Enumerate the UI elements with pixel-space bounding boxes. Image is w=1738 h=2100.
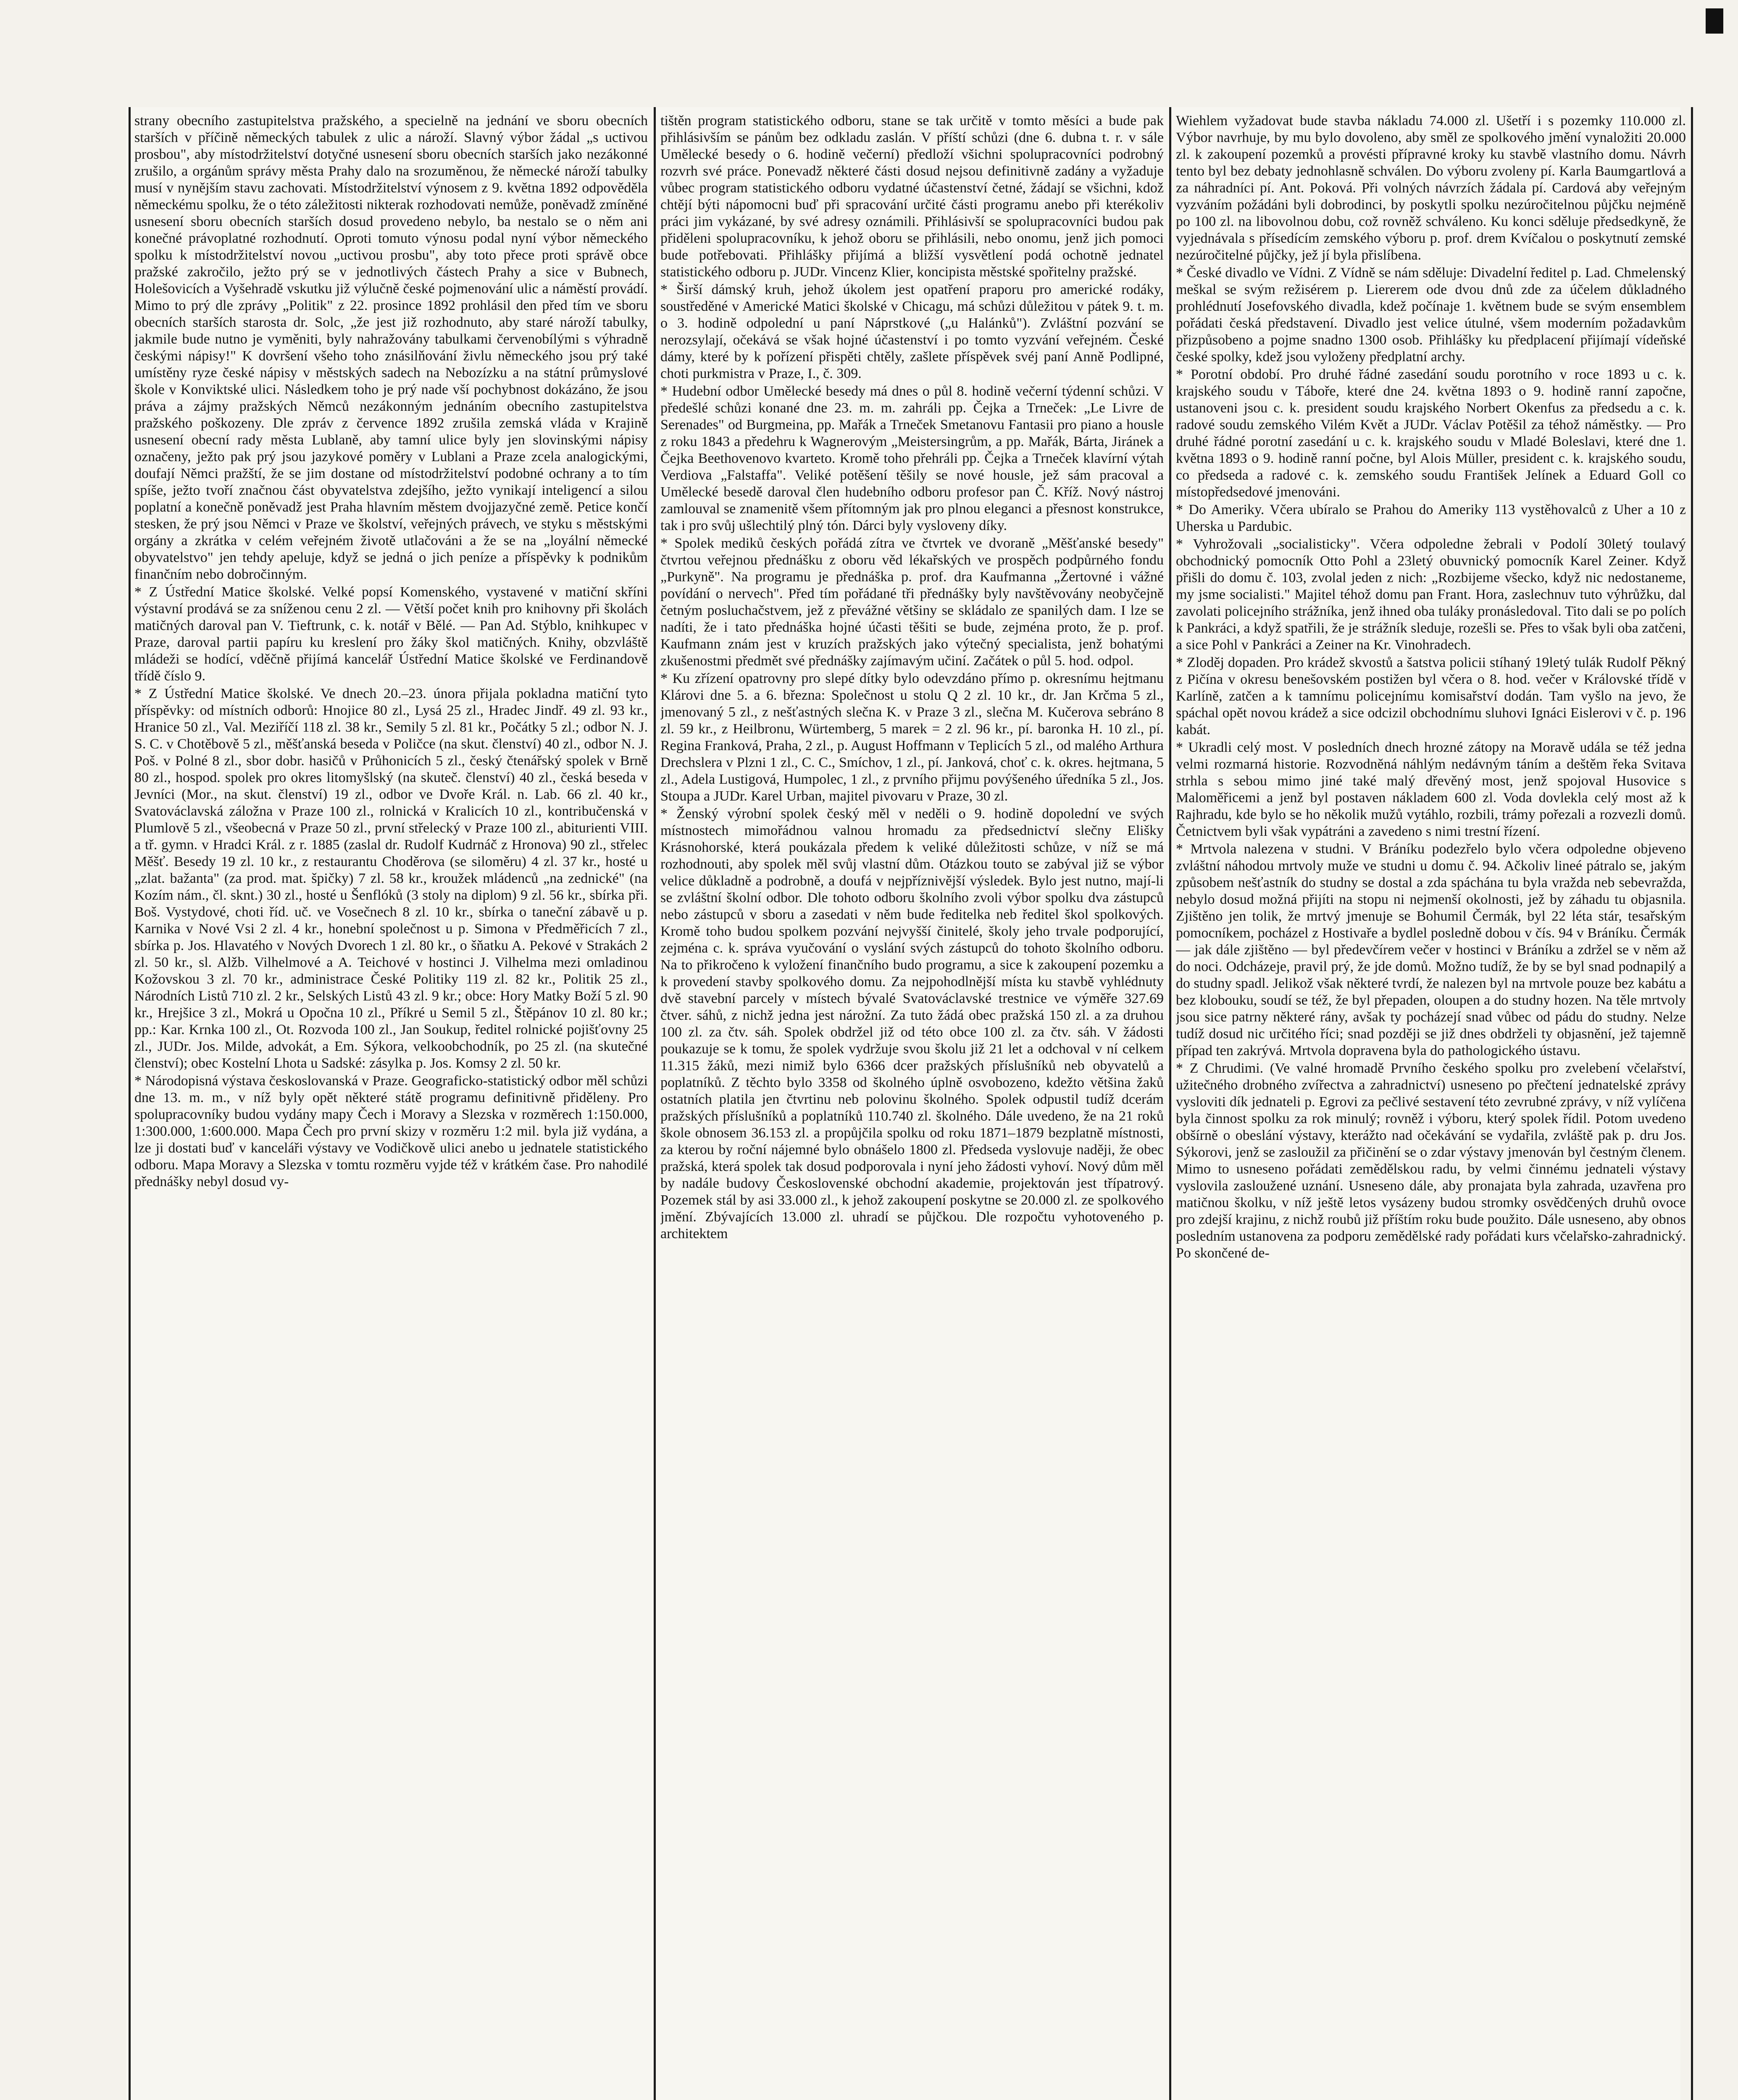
paragraph: * Z Chrudimi. (Ve valné hromadě Prvního českého spolku pro zvelebení včelařství, užitečného drobného zvířectva a zahradnictví) usneseno po přečtení jednatelské zprávy vysloviti dík jednateli p. Egrovi za pečlivé sestavení této zevrubné zprávy, v níž vylíčena byla činnost spolku za rok minulý; rovněž i výboru, který spolek řídil. Potom uvedeno obšírně o obeslání výstavy, kterážto nad očekávání se vydařila, zvláště pak p. dru Jos. Sýkorovi, jenž se zasloužil za přičinění se o zdar výstavy jmenován byl čestným členem. Mimo to usneseno pořádati zemědělskou radu, by velmi činnému jednateli výstavy vyslovila zasloužené uznání. Usneseno dále, aby pronajata byla zahrada, uzavřena pro matičnou školku, v níž ještě letos vysázeny budou stromky osvědčených druhů ovoce pro zdejší krajinu, z nichž roubů již příštím roku bude použito. Dále usneseno, aby obnos posledním ustanovena za podporu zemědělské rady pořádati kurs včelařsko-zahradnický. Po skončené de- xyxy=(1176,1060,1686,1261)
paragraph: * Hudební odbor Umělecké besedy má dnes o půl 8. hodině večerní týdenní schůzi. V předešlé schůzi konané dne 23. m. m. zahráli pp. Čejka a Trneček: „Le Livre de Serenades" od Burgmeina, pp. Mařák a Trneček Smetanovu Fantasii pro piano a housle z roku 1843 a předehru k Wagnerovým „Meistersingrům, a pp. Mařák, Bárta, Jiránek a Čejka Beethovenovo kvarteto. Kromě toho přehráli pp. Čejka a Trneček klavírní výtah Verdiova „Falstaffa". Veliké potěšení těšily se nové housle, jež sám pracoval a Umělecké besedě daroval člen hudebního odboru profesor pan Č. Kříž. Nový nástroj zamlouval se znamenitě všem přítomným jak pro plnou eleganci a přesnost konstrukce, tak i pro svůj ušlechtilý plný tón. Dárci byly vysloveny díky. xyxy=(660,383,1164,533)
column-3 xyxy=(1176,113,1686,2100)
paragraph: * Z Ústřední Matice školské. Velké popsí Komenského, vystavené v matiční skříni výstavní prodává se za sníženou cenu 2 zl. — Větší počet knih pro knihovny při školách matičných daroval pan V. Tieftrunk, c. k. notář v Bělé. — Pan Ad. Stýblo, knihkupec v Praze, daroval partii papíru ku kreslení pro žáky škol matičných. Knihy, obzvláště mládeži se hodící, vděčně přijímá kancelář Ústřední Matice školské ve Ferdinandově třídě číslo 9. xyxy=(134,584,648,684)
paragraph: * Porotní období. Pro druhé řádné zasedání soudu porotního v roce 1893 u c. k. krajského soudu v Táboře, které dne 24. května 1893 o 9. hodině ranní započne, ustanoveni jsou c. k. president soudu krajského Norbert Okenfus za předsedu a c. k. radové soudu zemského Vilém Květ a JUDr. Václav Potěšil za téhož náměstky. — Pro druhé řádné porotní zasedání u c. k. krajského soudu v Mladé Boleslavi, které dne 1. května 1893 o 9. hodině ranní počne, byl Alois Müller, president c. k. krajského soudu, co předseda a radové c. k. zemského soudu František Jelínek a Eduard Goll co místopředsedové jmenováni. xyxy=(1176,367,1686,500)
paragraph: tištěn program statistického odboru, stane se tak určitě v tomto měsíci a bude pak přihlásivším se pánům bez odkladu zaslán. V příští schůzi (dne 6. dubna t. r. v sále Umělecké besedy o 6. hodině večerní) předloží všichni spolupracovníci podrobný rozvrh své práce. Ponevadž některé části dosud nejsou definitivně zadány a vyžaduje vůbec program statistického odboru vydatné účastenství četné, žádají se všichni, kdož chtějí býti nápomocni buď při spracování určité části programu anebo při kterékoliv práci jim vykázané, by své adresy oznámili. Přihlásivší se spolupracovníci budou pak přiděleni spolupracovníku, k jehož oboru se přihlásili, nebo onomu, jenž jich pomoci bude potřebovati. Přihlášky přijímá a bližší vysvětlení podá ochotně jednatel statistického odboru p. JUDr. Vincenz Klier, koncipista městské spořitelny pražské. xyxy=(660,113,1164,280)
right-margin-rule xyxy=(1691,107,1693,2100)
paragraph: * Mrtvola nalezena v studni. V Bráníku podezřelo bylo včera odpoledne objeveno zvláštní náhodou mrtvoly muže ve studni u domu č. 94. Ačkoliv lineé pátralo se, jakým způsobem nešťastník do studny se dostal a zda spáchána tu byla vražda neb sebevražda, nebylo dosud možná přijíti na stopu ni nejmenší okolnosti, jež by záhadu tu objasnila. Zjištěno jen tolik, že mrtvý jmenuje se Bohumil Čermák, byl 22 léta stár, tesařským pomocníkem, pocházel z Hostivaře a bydlel posledně dobou v čís. 94 v Bráníku. Čermák — jak dále zjištěno — byl předevčírem večer v hostinci v Bráníku a zdržel se v něm až do noci. Odcházeje, pravil prý, že jde domů. Možno tudíž, že by se byl snad podnapilý a do studny spadl. Jelikož však některé tvrdí, že nalezen byl na mrtvole pouze bez kabátu a bez klobouku, soudí se též, že byl přepaden, oloupen a do studny hozen. Na těle mrtvoly jsou sice patrny některé rány, avšak ty pocházejí snad vůbec od pádu do studny. Nelze tudíž dosud nic určitého říci; snad později se již dnes obdrželi ty objasnění, jež tajemně případ ten zakrývá. Mrtvola dopravena byla do pathologického ústavu. xyxy=(1176,841,1686,1058)
paragraph: * Do Ameriky. Včera ubíralo se Prahou do Ameriky 113 vystěhovalců z Uher a 10 z Uherska u Pardubic. xyxy=(1176,502,1686,534)
column-rule-1 xyxy=(654,107,656,2100)
paragraph: * Ženský výrobní spolek český měl v neděli o 9. hodině dopolední ve svých místnostech mimořádnou valnou hromadu za předsednictví slečny Elišky Krásnohorské, která poukázala předem k veliké důležitosti schůze, v níž se má rozhodnouti, aby spolek měl svůj vlastní dům. Otázkou touto se zabýval již se výbor velice důkladně a podrobně, a doufá v nejpříznivější výsledek. Bylo jest nutno, mají-li se zvláštní školní odbor. Dle tohoto odboru školního zvoli výbor spolku dva zástupců nebo zástupců v sboru a zasedati v něm bude ředitelka neb ředitel škol spolkových. Kromě toho budou spolkem pozvání nejvyšší činitelé, školy jeho trvale podporující, zejména c. k. správa vyučování o vyslání svých zástupců do tohoto školního odboru. Na to přikročeno k vyložení finančního budo programu, a sice k zakoupení pozemku a k provedení stavby spolkového domu. Za nejpohodlnější místa ku stavbě vyhlédnuty dvě stavební parcely v místech bývalé Svatováclavské trestnice ve výměře 327.69 čtver. sáhů, z nichž jedna jest nárožní. Za tuto žádá obec pražská 150 zl. a za druhou 100 zl. za čtv. sáh. Spolek obdržel již od této obce 100 zl. za čtv. sáh. V žádosti poukazuje se k tomu, že spolek vydržuje svou školu již 21 let a odchoval v ní celkem 11.315 žáků, mezi nimiž bylo 6366 dcer pražských příslušníků neb obyvatelů a poplatníků. Z těchto bylo 3358 od školného úplně osvobozeno, kdežto většina žaků ostatních platila jen čtvrtinu neb polovinu školného. Spolek odpustil tudíž dcerám pražských příslušníků a poplatníků 110.740 zl. školného. Dále uvedeno, že na 21 roků škole obnosem 36.153 zl. a propůjčila spolku od roku 1871–1879 bezplatně místnosti, za kterou by roční nájemné bylo obnášelo 1800 zl. Předseda vyslovuje naději, že obec pražská, která spolek tak dosud podporovala i nyní jeho žádosti vyhoví. Nový dům měl by nadále budovy Československé obchodní akademie, projektován jest třípatrový. Pozemek stál by asi 33.000 zl., k jehož zakoupení poskytne se 20.000 zl. ze spolkového jmění. Zbývajících 13.000 zl. uhradí se půjčkou. Dle rozpočtu vyhotoveného p. architektem xyxy=(660,806,1164,1242)
corner-mark xyxy=(1706,8,1723,34)
paragraph: * Širší dámský kruh, jehož úkolem jest opatření praporu pro americké rodáky, soustředěné v Americké Matici školské v Chicagu, má schůzi důležitou v pátek 9. t. m. o 3. hodině odpolední u paní Náprstkové („u Halánků"). Zvláštní pozvání se nerozsylají, očekává se však hojné účastenství i po tomto vyzvání veřejném. České dámy, které by k pořízení přispěti chtěly, zašlete příspěvek svéj paní Anně Podlipné, choti purkmistra v Praze, I., č. 309. xyxy=(660,282,1164,381)
paragraph: * Národopisná výstava českoslovanská v Praze. Geograficko-statistický odbor měl schůzi dne 13. m. m., v níž byly opět některé státě programu definitivně přiděleny. Pro spolupracovníky budou vydány mapy Čech i Moravy a Slezska v rozměrech 1:150.000, 1:300.000, 1:600.000. Mapa Čech pro první skizy v rozměru 1:2 mil. byla již vydána, a lze ji dostati buď v kanceláři výstavy ve Vodičkově ulici anebo u jednatele statistického odboru. Mapa Moravy a Slezska v tomtu rozměru vyjde též v krátkém čase. Pro nahodilé přednášky nebyl dosud vy- xyxy=(134,1073,648,1189)
paragraph: * České divadlo ve Vídni. Z Vídně se nám sděluje: Divadelní ředitel p. Lad. Chmelenský meškal se svým režisérem p. Liererem ode dvou dnů zde za účelem důkladného prohlédnutí Josefovského divadla, kdež počínaje 1. květnem bude se svým ensemblem pořádati česká představení. Divadlo jest velice útulné, všem moderním požadavkům přizpůsobeno a pojme snadno 1300 osob. Přihlášky ku předplacení přijímají vídeňské české spolky, kdež jsou vyloženy předplatní archy. xyxy=(1176,265,1686,365)
paragraph: Wiehlem vyžadovat bude stavba nákladu 74.000 zl. Ušetří i s pozemky 110.000 zl. Výbor navrhuje, by mu bylo dovoleno, aby směl ze spolkového jmění vynaložiti 20.000 zl. k zakoupení pozemků a provésti přípravné kroky ku stavbě vlastního domu. Návrh tento byl bez debaty jednohlasně schválen. Do výboru zvoleny pí. Karla Baumgartlová a za náhradníci pí. Ant. Poková. Při volných návrzích žádala pí. Cardová aby veřejným vyzváním požádáni byli dobrodinci, by poskytli spolku nezúročitelnou půjčku nejméně po 100 zl. na libovolnou dobu, což rovněž schváleno. Ku konci sděluje předsedkyně, že vyjednávala s přísedícím zemského výboru p. prof. drem Kvíčalou o poskytnutí zemské nezúročitelné půjčky, jež jí byla přislíbena. xyxy=(1176,113,1686,263)
paragraph: strany obecního zastupitelstva pražského, a specielně na jednání ve sboru obecních starších v příčině německých tabulek z ulic a nároží. Slavný výbor žádal „s uctivou prosbou", aby místodržitelství dotyčné usnesení sboru obecních starších jako nezákonné zrušilo, a orgánům správy města Prahy dalo na srozuměnou, že německé nároží tabulky musí v nynějším stavu zachovati. Místodržitelství výnosem z 9. května 1892 odpověděla německému spolku, že o této záležitosti nikterak rozhodovati nemůže, poněvadž zmíněné usnesení sboru obecních starších dosud provedeno nebylo, ba nestalo se o něm ani konečné právoplatné rozhodnutí. Oproti tomuto výnosu podal nyní výbor německého spolku k místodržitelství novou „uctivou prosbu", aby toto přece proti správě obce pražské zakročilo, ježto prý se v jednotlivých částech Prahy a sice v Bubnech, Holešovicích a Vyšehradě vskutku již výlučně české pojmenování ulic a náměstí provádí. Mimo to prý dle zprávy „Politik" z 22. prosince 1892 prohlásil den před tím ve sboru obecních starších starosta dr. Solc, „že jest již rozhodnuto, aby staré nároží tabulky, jakmile bude nutno je vyměniti, byly nahražovány tabulkami červenobílými s výhradně českými nápisy!" K dovršení všeho toho znásilňování živlu německého jsou prý také umístěny ryze české nápisy v městských sadech na Nebozízku a na státní průmyslové škole v Konviktské ulici. Následkem toho je prý nade vší pochybnost dokázáno, že jsou práva a zájmy pražských Němců nezákonným jednáním obecního zastupitelstva pražského poškozeny. Dle zpráv z července 1892 zrušila zemská vláda v Krajině usnesení obecní rady města Lublaně, aby tamní ulice byly jen slovinskými nápisy označeny, ježto pak prý jsou jazykové poměry v Lublani a Praze zcela analogickými, doufají Němci pražští, že se jim dostane od místodržitelství podobné ochrany a to tím spíše, ježto tvoří značnou část obyvatelstva zdejšího, ježto vynikají inteligencí a silou poplatní a konečně poněvadž jest Praha hlavním městem dvojjazyčné země. Petice končí stesken, že prý jsou Němci v Praze ve školství, veřejných právech, ve styku s městskými orgány a zkrátka v celém veřejném životě utlačováni a že se na „loyální německé obyvatelstvo" jen tehdy apeluje, když se jedná o jich peníze a příspěvky k podnikům finančním nebo dobročinným. xyxy=(134,113,648,582)
column-2 xyxy=(660,113,1164,2100)
left-margin-rule xyxy=(129,107,131,2100)
paragraph: * Ku zřízení opatrovny pro slepé dítky bylo odevzdáno přímo p. okresnímu hejtmanu Klárovi dne 5. a 6. března: Společnost u stolu Q 2 zl. 10 kr., dr. Jan Krčma 5 zl., jmenovaný 5 zl., z nešťastných slečna K. v Praze 3 zl., slečna M. Kučerova sebráno 8 zl. 59 kr., z Heilbronu, Würtemberg, 5 marek = 2 zl. 96 kr., pí. baronka H. 10 zl., pí. Regina Franková, Praha, 2 zl., p. August Hoffmann v Teplicích 5 zl., od malého Arthura Drechslera v Plzni 1 zl., C. C., Smíchov, 1 zl., pí. Janková, choť c. k. okres. hejtmana, 5 zl., Adela Lustigová, Humpolec, 1 zl., z prvního přijmu povýšeného úředníka 5 zl., Jos. Stoupa a JUDr. Karel Urban, majitel pivovaru v Praze, 30 zl. xyxy=(660,671,1164,804)
paragraph: * Ukradli celý most. V posledních dnech hrozné zátopy na Moravě udála se též jedna velmi rozmarná historie. Rozvodněná náhlým nedávným táním a deštěm řeka Svitava strhla s sebou mimo jiné také malý dřevěný most, jenž spojoval Husovice s Maloměřicemi a jenž byl postaven nákladem 600 zl. Voda dovlekla celý most až k Rajhradu, kde bylo se ho několik mužů vytáhlo, rozbili, trámy pořezali a rozvezli domů. Četnictvem byli však vypátráni a zavedeno s nimi trestní řízení. xyxy=(1176,740,1686,839)
column-1 xyxy=(134,113,648,2100)
paragraph: * Spolek mediků českých pořádá zítra ve čtvrtek ve dvoraně „Měšťanské besedy" čtvrtou veřejnou přednášku z oboru věd lékařských ve prospěch podpůrného fondu „Purkyně". Na programu je přednáška p. prof. dra Kaufmanna „Žertovné i vážné povídání o nervech". Před tím pořádané tři přednášky byly navštěvovány neobyčejně četným posluchačstvem, jež z převážné většiny se skládalo ze spanilých dam. I lze se nadíti, že i tato přednáška hojné účasti těšiti se bude, zejména proto, že p. prof. Kaufmann znám jest v kruzích pražských jako výtečný specialista, jenž bohatými zkušenostmi předmět své přednášky zajímavým učiní. Začátek o půl 5. hod. odpol. xyxy=(660,536,1164,669)
column-rule-2 xyxy=(1169,107,1171,2100)
paragraph: * Z Ústřední Matice školské. Ve dnech 20.–23. února přijala pokladna matiční tyto příspěvky: od místních odborů: Hnojice 80 zl., Lysá 25 zl., Hradec Jindř. 49 zl. 93 kr., Hranice 50 zl., Val. Meziříčí 118 zl. 38 kr., Semily 5 zl. 81 kr., Počátky 5 zl.; odbor N. J. S. C. v Chotěbově 5 zl., měšťanská beseda v Poličce (na skut. členství) 40 zl., odbor N. J. Poš. v Polné 8 zl., sbor dobr. hasičů v Průhonicích 5 zl., český čtenářský spolek v Brně 80 zl., hospod. spolek pro okres litomyšlský (na skuteč. členství) 40 zl., česká beseda v Jevníci (Mor., na skut. členství) 19 zl., odbor ve Dvoře Král. n. Lab. 66 zl. 40 kr., Svatováclavská záložna v Praze 100 zl., rolnická v Kralicích 10 zl., kontribučenská v Plumlově 5 zl., všeobecná v Praze 50 zl., první střelecký v Praze 100 zl., abiturienti VIII. a tř. gymn. v Hradci Král. z r. 1885 (zaslal dr. Rudolf Kudrnáč z Hronova) 90 zl., střelec Měšť. Besedy 19 zl. 10 kr., z restaurantu Choděrova (se siloměru) 4 zl. 37 kr., hosté u „zlat. bažanta" (za prod. mat. špičky) 7 zl. 58 kr., kroužek mládenců „na zednické" (na Kozím nám., čl. sknt.) 30 zl., hosté u Šenflóků (3 stoly na diplom) 9 zl. 56 kr., sbírka při. Boš. Vystydové, choti říd. uč. ve Vosečnech 8 zl. 10 kr., sbírka o taneční zábavě u p. Karnika v Nové Vsi 2 zl. 4 kr., honební společnost u p. Simona v Předměřicích 7 zl., sbírka p. Jos. Hlavatého v Nových Dvorech 1 zl. 80 kr., o šňatku A. Pekové v Strakách 2 zl. 50 kr., sl. Alžb. Vilhelmové a A. Teichové v hostinci J. Vilhelma mezi omladinou Kožovskou 3 zl. 70 kr., administrace České Politiky 119 zl. 82 kr., Politik 25 zl., Národních Listů 710 zl. 2 kr., Selských Listů 43 zl. 9 kr.; obce: Hory Matky Boží 5 zl. 90 kr., Hrejšice 3 zl., Mokrá u Opočna 10 zl., Příkré u Semil 5 zl., Štěpánov 10 zl. 80 kr.; pp.: Kar. Krnka 100 zl., Ot. Rozvoda 100 zl., Jan Soukup, ředitel rolnické pojišťovny 25 zl., JUDr. Jos. Milde, advokát, a Em. Sýkora, velkoobchodník, po 25 zl. (na skutečné členství); obec Kostelní Lhota u Sadské: zásylka p. Jos. Komsy 2 zl. 50 kr. xyxy=(134,686,648,1071)
paragraph: * Vyhrožovali „socialisticky". Včera odpoledne žebrali v Podolí 30letý toulavý obchodnický pomocník Otto Pohl a 23letý obuvnický pomocník Karel Zeiner. Když přišli do domu č. 103, zvolal jeden z nich: „Rozbijeme všecko, když nic nedostaneme, my jsme socialisti." Majitel téhož domu pan Frant. Hora, zaslechnuv tuto výhrůžku, dal zavolati policejního strážníka, jenž ihned oba tuláky pronásledoval. Tito dali se po polích k Pankráci, a když spatřili, že je strážník sleduje, rozešli se. Přes to však byli oba zatčeni, a sice Pohl v Pankráci a Zeiner na Kr. Vinohradech. xyxy=(1176,536,1686,653)
paragraph: * Zloděj dopaden. Pro krádež skvostů a šatstva policii stíhaný 19letý tulák Rudolf Pěkný z Pičína v okresu benešovském postižen byl včera o 8. hod. večer v Královské třídě v Karlíně, zatčen a k tamnímu policejnímu komisařství dodán. Tam vyšlo na jevo, že spáchal opět novou krádež a sice odcizil obchodnímu sluhovi Ignáci Eislerovi v č. p. 196 kabát. xyxy=(1176,655,1686,738)
